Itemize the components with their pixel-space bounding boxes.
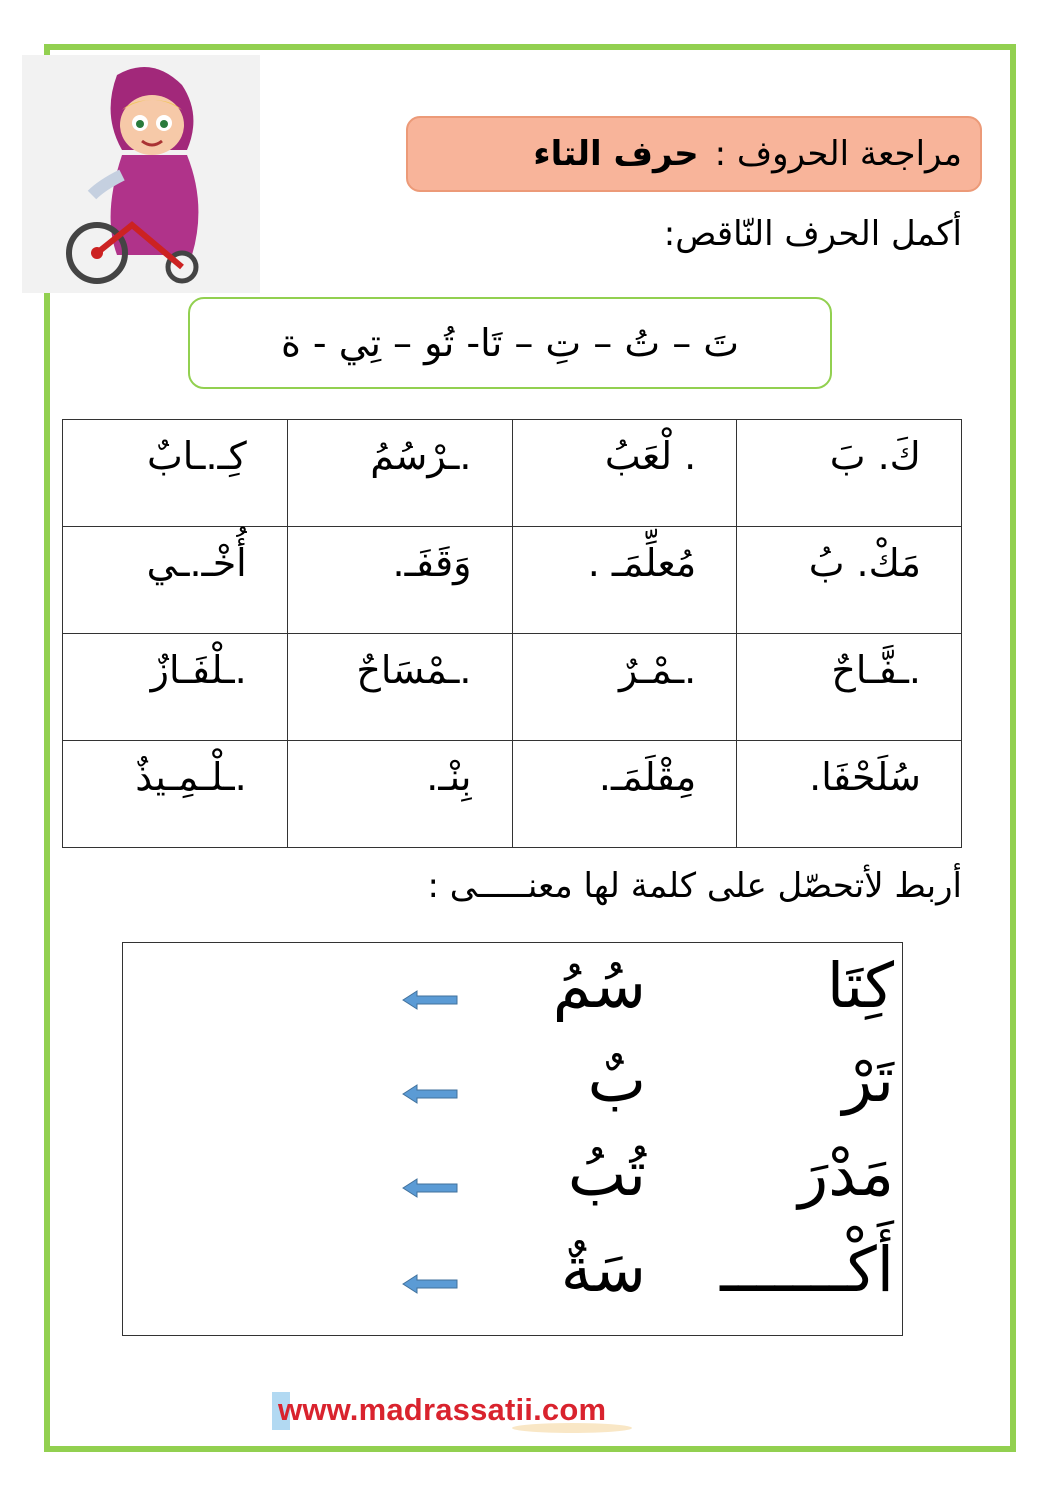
word-cell[interactable]: مُعلِّمَـ .	[512, 527, 737, 634]
word-start[interactable]: تَرْ	[842, 1043, 894, 1116]
word-end[interactable]: سَةٌ	[560, 1233, 646, 1306]
word-cell[interactable]: .ـمْـرٌ	[512, 634, 737, 741]
title-label: مراجعة الحروف :	[714, 134, 962, 174]
table-row	[63, 420, 962, 527]
match-row	[123, 1043, 902, 1137]
table-row	[63, 741, 962, 848]
word-cell[interactable]: مَكْ. بُ	[737, 527, 962, 634]
word-end[interactable]: تُبُ	[567, 1137, 646, 1210]
word-cell[interactable]: بِنْـ.	[287, 741, 512, 848]
title-value: حرف التاء	[533, 134, 699, 174]
word-start[interactable]: كِتَا	[826, 949, 894, 1022]
arrow-left-icon	[401, 1177, 459, 1199]
footer-logo	[272, 1388, 644, 1434]
match-row	[123, 1137, 902, 1231]
word-cell[interactable]: كَ. بَ	[737, 420, 962, 527]
word-cell[interactable]: سُلَحْفَا.	[737, 741, 962, 848]
word-cell[interactable]: . لْعَبُ	[512, 420, 737, 527]
word-cell[interactable]: .ـلْـمِـيذٌ	[63, 741, 288, 848]
word-end[interactable]: سُمُ	[552, 949, 646, 1022]
word-cell[interactable]: .ـرْسُمُ	[287, 420, 512, 527]
arrow-left-icon	[401, 1083, 459, 1105]
match-row	[123, 949, 902, 1043]
website-url[interactable]: www.madrassatii.com	[278, 1392, 607, 1427]
word-cell[interactable]: كِـ.ـابٌ	[63, 420, 288, 527]
girl-on-tricycle-illustration	[22, 55, 260, 293]
missing-letter-table	[62, 419, 962, 848]
word-cell[interactable]: مِقْلَمَـ.	[512, 741, 737, 848]
word-end[interactable]: بٌ	[587, 1043, 646, 1116]
arrow-left-icon	[401, 1273, 459, 1295]
word-cell[interactable]: أُخْـ.ـي	[63, 527, 288, 634]
word-cell[interactable]: .ـمْسَاحٌ	[287, 634, 512, 741]
word-cell[interactable]: وَقَفَـ.	[287, 527, 512, 634]
exercise1-instruction: أكمل الحرف النّاقص:	[663, 214, 962, 254]
word-cell[interactable]: .ـفَّـاحٌ	[737, 634, 962, 741]
table-row	[63, 634, 962, 741]
matching-box	[122, 942, 903, 1336]
word-start[interactable]: مَدْرَ	[798, 1137, 894, 1210]
word-cell[interactable]: .ـلْفَـازٌ	[63, 634, 288, 741]
table-row	[63, 527, 962, 634]
letter-forms-box	[188, 297, 832, 389]
exercise2-instruction: أربط لأتحصّل على كلمة لها معنـــــى :	[427, 866, 962, 906]
word-start[interactable]: أَكْـــــــ	[720, 1233, 894, 1306]
title-banner	[406, 116, 982, 192]
match-row	[123, 1233, 902, 1327]
letter-forms: تَ – تُ – تِ – تَا- تُو – تِي - ة	[280, 321, 740, 365]
arrow-left-icon	[401, 989, 459, 1011]
